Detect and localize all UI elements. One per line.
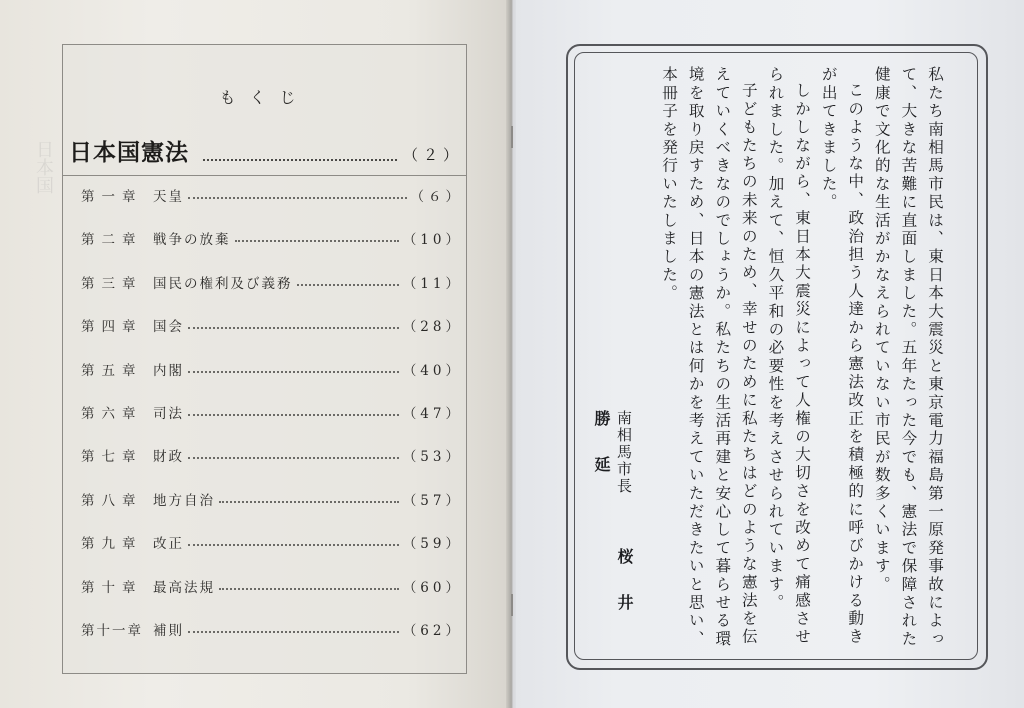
toc-chapter-row	[81, 358, 463, 380]
chapter-page: （60）	[402, 580, 463, 596]
toc-chapter-row	[81, 401, 463, 423]
chapter-title: 最高法規	[153, 580, 215, 596]
left-page	[0, 0, 510, 708]
chapter-number: 第三章	[81, 276, 143, 292]
chapter-number: 第五章	[81, 363, 143, 379]
dot-leader	[188, 414, 399, 416]
dot-leader	[188, 371, 399, 373]
toc-chapter-row	[81, 227, 463, 249]
chapter-page: （62）	[402, 623, 463, 639]
foreword-text	[628, 66, 948, 651]
dot-leader	[235, 240, 399, 242]
chapter-title: 戦争の放棄	[153, 232, 231, 248]
chapter-page: （10）	[402, 232, 463, 248]
chapter-number: 第十一章	[81, 623, 143, 639]
chapter-number: 第七章	[81, 449, 143, 465]
toc-chapter-row	[81, 531, 463, 553]
chapter-title: 財政	[153, 449, 184, 465]
foreword-paragraph: 私たち南相馬市民は、東日本大震災と東京電力福島第一原発事故によって、大きな苦難に直面しました。五年たった今でも、憲法で保障された健康で文化的な生活がかなえられていない市民が数多くいます。	[872, 66, 944, 649]
dot-leader	[188, 631, 399, 633]
signature-name: 桜井勝延	[592, 410, 634, 641]
toc-main-label: 日本国憲法	[69, 139, 189, 166]
chapter-title: 地方自治	[153, 493, 215, 509]
chapter-page: （６）	[410, 189, 463, 205]
toc-chapter-row	[81, 271, 463, 293]
toc-chapter-row	[81, 618, 463, 640]
toc-chapter-row	[81, 184, 463, 206]
toc-title: もくじ	[219, 88, 310, 107]
foreword-paragraph: このような中、政治担う人達から憲法改正を積極的に呼びかける動きが出てきました。	[819, 66, 865, 646]
dot-leader	[203, 159, 397, 161]
chapter-number: 第九章	[81, 536, 143, 552]
chapter-page: （11）	[402, 276, 463, 292]
chapter-title: 補則	[153, 623, 184, 639]
chapter-title: 内閣	[153, 363, 184, 379]
dot-leader	[219, 501, 399, 503]
chapter-title: 改正	[153, 536, 184, 552]
toc-chapter-row	[81, 314, 463, 336]
dot-leader	[188, 544, 399, 546]
toc-main-page: （２）	[402, 146, 463, 164]
chapter-page: （28）	[402, 319, 463, 335]
chapter-number: 第八章	[81, 493, 143, 509]
chapter-number: 第一章	[81, 189, 143, 205]
bleed-through-text: 日本国	[33, 140, 54, 194]
toc-chapter-row	[81, 488, 463, 510]
signature-block	[590, 410, 636, 650]
chapter-number: 第六章	[81, 406, 143, 422]
toc-divider	[63, 175, 466, 176]
chapter-number: 第二章	[81, 232, 143, 248]
signature-title: 南相馬市長	[615, 410, 633, 495]
dot-leader	[188, 457, 399, 459]
toc-chapter-row	[81, 575, 463, 597]
dot-leader	[188, 197, 407, 199]
dot-leader	[297, 284, 399, 286]
chapter-page: （40）	[402, 363, 463, 379]
chapter-title: 国会	[153, 319, 184, 335]
foreword-paragraph: 子どもたちの未来のため、幸せのために私たちはどのような憲法を伝えていくべきなのでしょうか。私たちの生活再建と安心して暮らせる環境を取り戻すため、日本の憲法とは何かを考えていただきたいと思い、本冊子を発行いたしました。	[660, 66, 758, 649]
chapter-page: （59）	[402, 536, 463, 552]
toc-chapter-row	[81, 444, 463, 466]
toc-main-entry	[69, 137, 463, 167]
chapter-title: 天皇	[153, 189, 184, 205]
chapter-page: （53）	[402, 449, 463, 465]
chapter-title: 国民の権利及び義務	[153, 276, 293, 292]
dot-leader	[219, 588, 399, 590]
chapter-number: 第四章	[81, 319, 143, 335]
binding-stitch	[511, 594, 513, 616]
dot-leader	[188, 327, 399, 329]
chapter-page: （57）	[402, 493, 463, 509]
binding-stitch	[511, 126, 513, 148]
chapter-number: 第十章	[81, 580, 143, 596]
table-of-contents	[62, 44, 467, 674]
chapter-page: （47）	[402, 406, 463, 422]
chapter-title: 司法	[153, 406, 184, 422]
foreword-paragraph: しかしながら、東日本大震災によって人権の大切さを改めて痛感させられました。加えて、恒久平和の必要性を考えさせられています。	[766, 66, 812, 646]
